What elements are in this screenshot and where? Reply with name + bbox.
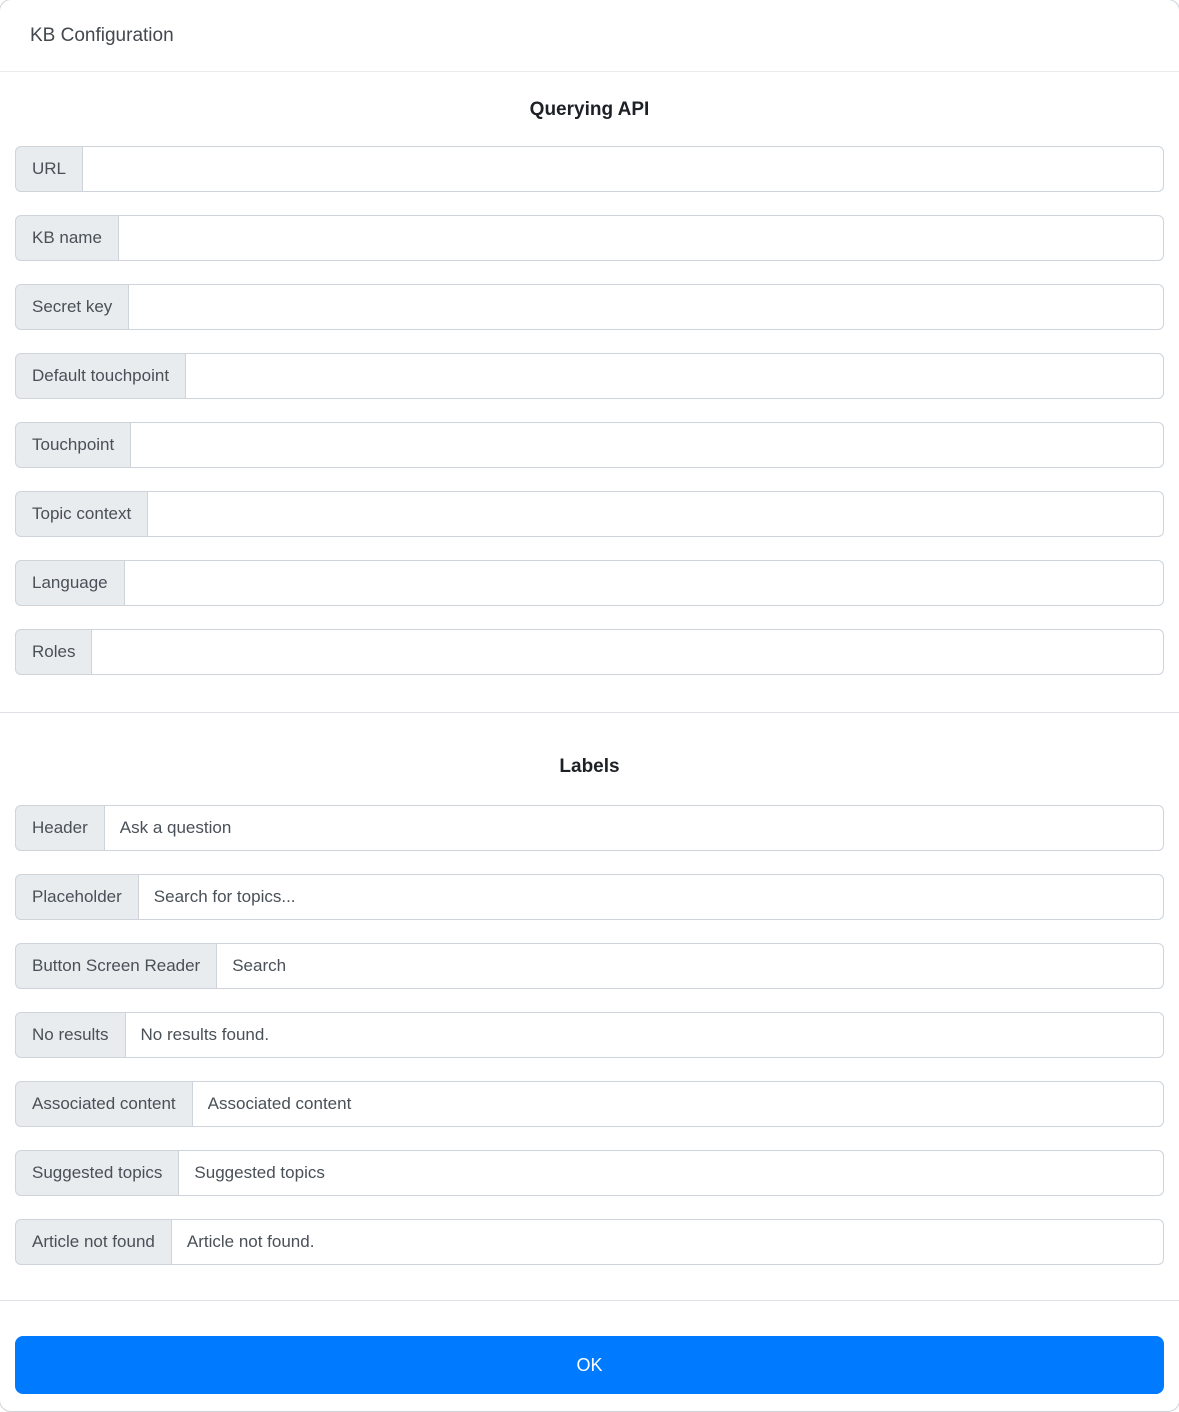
- suggested-topics-input[interactable]: [179, 1150, 1164, 1196]
- labels-heading: Labels: [559, 756, 620, 777]
- field-row-article-not-found: [15, 1219, 1164, 1265]
- header-field-label: Header: [15, 805, 105, 851]
- kb-name-input[interactable]: [119, 215, 1164, 261]
- field-row-kb-name: [15, 215, 1164, 261]
- roles-field-label: Roles: [15, 629, 92, 675]
- header-label-input[interactable]: [105, 805, 1164, 851]
- secret-key-field-label: Secret key: [15, 284, 129, 330]
- field-row-secret-key: [15, 284, 1164, 330]
- kb-name-field-label: KB name: [15, 215, 119, 261]
- suggested-topics-field-label: Suggested topics: [15, 1150, 179, 1196]
- language-input[interactable]: [125, 560, 1164, 606]
- url-field-label: URL: [15, 146, 83, 192]
- button-screen-reader-input[interactable]: [217, 943, 1164, 989]
- placeholder-label-input[interactable]: [139, 874, 1164, 920]
- labels-section: [0, 712, 1179, 1300]
- button-screen-reader-field-label: Button Screen Reader: [15, 943, 217, 989]
- field-row-no-results: [15, 1012, 1164, 1058]
- querying-api-heading: Querying API: [529, 99, 650, 120]
- article-not-found-field-label: Article not found: [15, 1219, 172, 1265]
- field-row-roles: [15, 629, 1164, 675]
- field-row-default-touchpoint: [15, 353, 1164, 399]
- placeholder-field-label: Placeholder: [15, 874, 139, 920]
- topic-context-input[interactable]: [148, 491, 1164, 537]
- field-row-touchpoint: [15, 422, 1164, 468]
- default-touchpoint-input[interactable]: [186, 353, 1164, 399]
- url-input[interactable]: [83, 146, 1164, 192]
- field-row-button-screen-reader: [15, 943, 1164, 989]
- associated-content-field-label: Associated content: [15, 1081, 193, 1127]
- language-field-label: Language: [15, 560, 125, 606]
- field-row-suggested-topics: [15, 1150, 1164, 1196]
- ok-button[interactable]: OK: [15, 1336, 1164, 1394]
- field-row-header: [15, 805, 1164, 851]
- querying-api-section: [0, 72, 1179, 712]
- field-row-language: [15, 560, 1164, 606]
- secret-key-input[interactable]: [129, 284, 1164, 330]
- touchpoint-field-label: Touchpoint: [15, 422, 131, 468]
- article-not-found-input[interactable]: [172, 1219, 1164, 1265]
- field-row-associated-content: [15, 1081, 1164, 1127]
- no-results-input[interactable]: [126, 1012, 1164, 1058]
- associated-content-input[interactable]: [193, 1081, 1164, 1127]
- field-row-topic-context: [15, 491, 1164, 537]
- field-row-url: [15, 146, 1164, 192]
- roles-input[interactable]: [92, 629, 1164, 675]
- modal-footer: [0, 1300, 1179, 1411]
- topic-context-field-label: Topic context: [15, 491, 148, 537]
- field-row-placeholder: [15, 874, 1164, 920]
- modal-header: [0, 0, 1179, 72]
- touchpoint-input[interactable]: [131, 422, 1164, 468]
- no-results-field-label: No results: [15, 1012, 126, 1058]
- default-touchpoint-field-label: Default touchpoint: [15, 353, 186, 399]
- modal-title: KB Configuration: [30, 25, 174, 46]
